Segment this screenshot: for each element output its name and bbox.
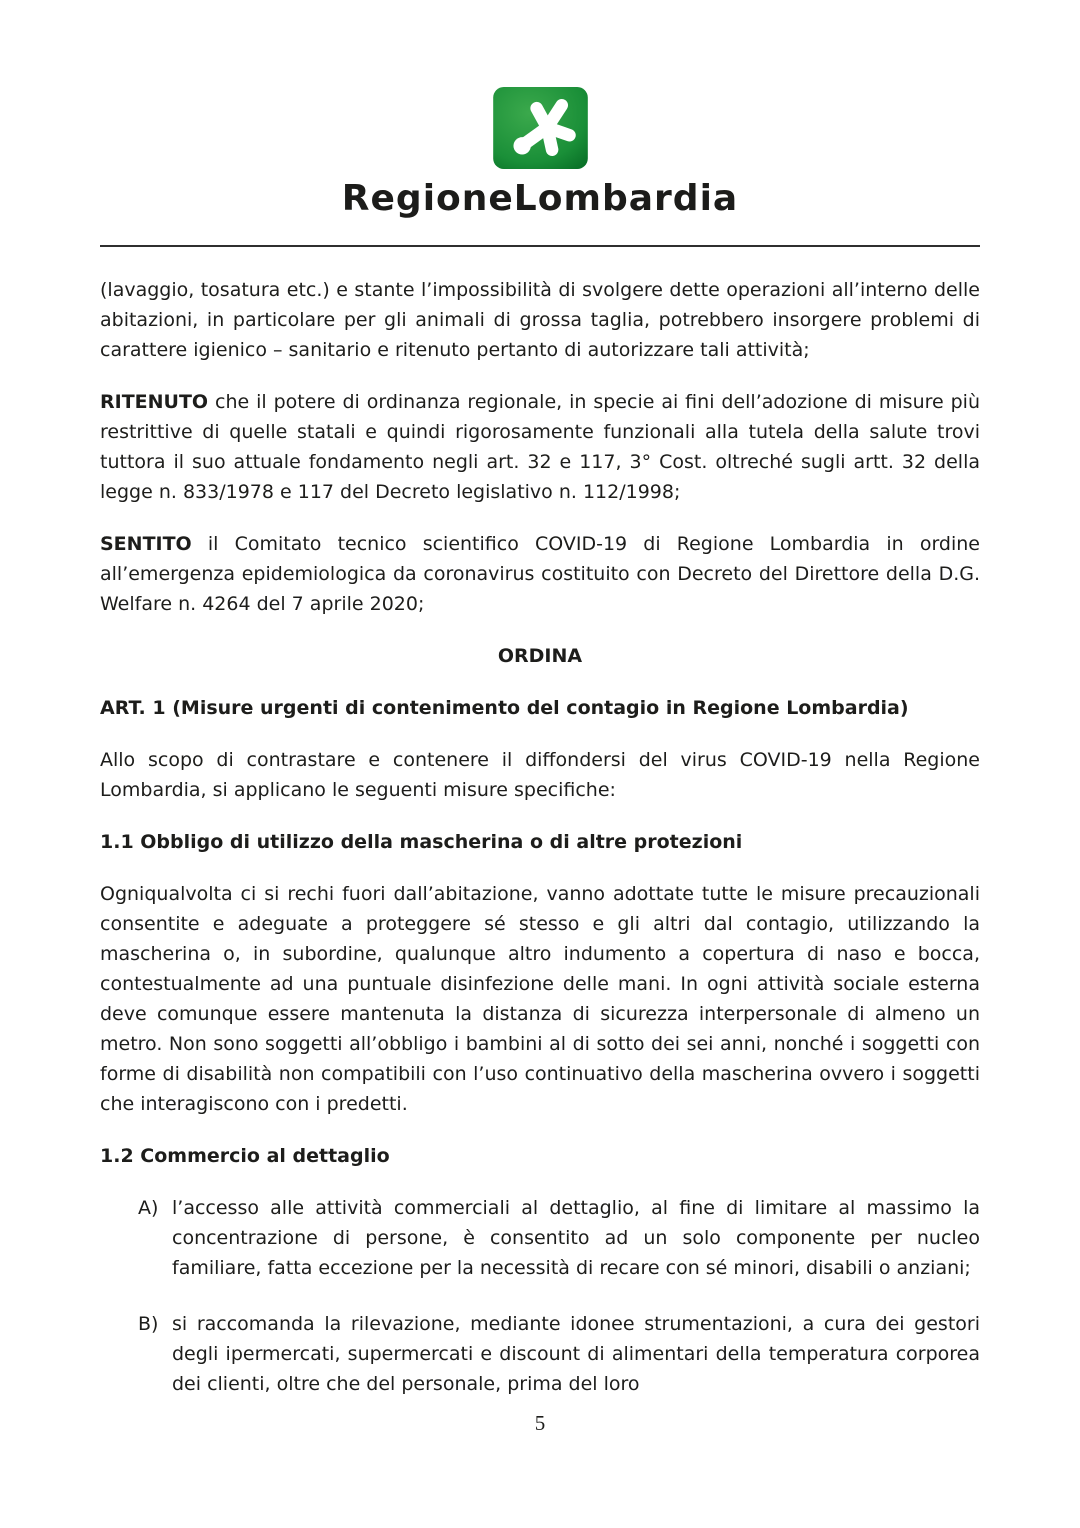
ordina-heading: ORDINA xyxy=(497,645,583,667)
regione-lombardia-logo-icon xyxy=(492,86,589,170)
list-item-a-label: A) xyxy=(138,1197,159,1219)
page-number: 5 xyxy=(534,1411,546,1435)
section-1-1-heading: 1.1 Obbligo di utilizzo della mascherina o di altre protezioni xyxy=(100,831,743,853)
article-1-intro: Allo scopo di contrastare e contenere il diffondersi del virus COVID-19 nella Regione Lombardia, si applicano le seguenti misure specifiche: xyxy=(100,749,980,801)
paragraph-sentito-text: il Comitato tecnico scientifico COVID-19 di Regione Lombardia in ordine all’emergenza epidemiologica da coronavirus costituito con Decreto del Direttore della D.G. Welfare n. 4264 del 7 aprile 2020; xyxy=(100,533,980,615)
list-item-a-text: l’accesso alle attività commerciali al dettaglio, al fine di limitare al massimo la concentrazione di persone, è consentito ad un solo componente per nucleo familiare, fatta eccezione per la necessità di recare con sé minori, disabili o anziani; xyxy=(172,1197,980,1279)
list-item-b xyxy=(138,1309,980,1399)
list-item-a xyxy=(138,1193,980,1283)
list-item-b-text: si raccomanda la rilevazione, mediante idonee strumentazioni, a cura dei gestori degli ipermercati, supermercati e discount di alimentari della temperatura corporea dei clienti, oltre che del personale, prima del loro xyxy=(172,1313,980,1395)
paragraph-sentito-lead: SENTITO xyxy=(100,533,192,555)
paragraph-ritenuto xyxy=(100,387,980,507)
list-item-b-label: B) xyxy=(138,1313,159,1335)
paragraph-ritenuto-lead: RITENUTO xyxy=(100,391,209,413)
paragraph-ritenuto-text: che il potere di ordinanza regionale, in specie ai fini dell’adozione di misure più restrittive di quelle statali e quindi rigorosamente funzionali alla tutela della salute trovi tuttora il suo attuale fondamento negli art. 32 e 117, 3° Cost. oltreché sugli artt. 32 della legge n. 833/1978 e 117 del Decreto legislativo n. 112/1998; xyxy=(100,391,980,503)
paragraph-sentito xyxy=(100,529,980,619)
section-1-1-text: Ogniqualvolta ci si rechi fuori dall’abitazione, vanno adottate tutte le misure precauzionali consentite e adeguate a proteggere sé stesso e gli altri dal contagio, utilizzando la mascherina o, in subordine, qualunque altro indumento a copertura di naso e bocca, contestualmente ad una puntuale disinfezione delle mani. In ogni attività sociale esterna deve comunque essere mantenuta la distanza di sicurezza interpersonale di almeno un metro. Non sono soggetti all’obbligo i bambini al di sotto dei sei anni, nonché i soggetti con forme di disabilità non compatibili con l’uso continuativo della mascherina ovvero i soggetti che interagiscono con i predetti. xyxy=(100,883,980,1115)
section-1-2-heading: 1.2 Commercio al dettaglio xyxy=(100,1145,390,1167)
document-header xyxy=(0,0,1080,219)
brand-wordmark: RegioneLombardia xyxy=(341,178,739,219)
article-1-heading: ART. 1 (Misure urgenti di contenimento del contagio in Regione Lombardia) xyxy=(100,697,909,719)
paragraph-intro: (lavaggio, tosatura etc.) e stante l’impossibilità di svolgere dette operazioni all’interno delle abitazioni, in particolare per gli animali di grossa taglia, potrebbero insorgere problemi di carattere igienico – sanitario e ritenuto pertanto di autorizzare tali attività; xyxy=(100,279,980,361)
document-body xyxy=(0,247,1080,1399)
